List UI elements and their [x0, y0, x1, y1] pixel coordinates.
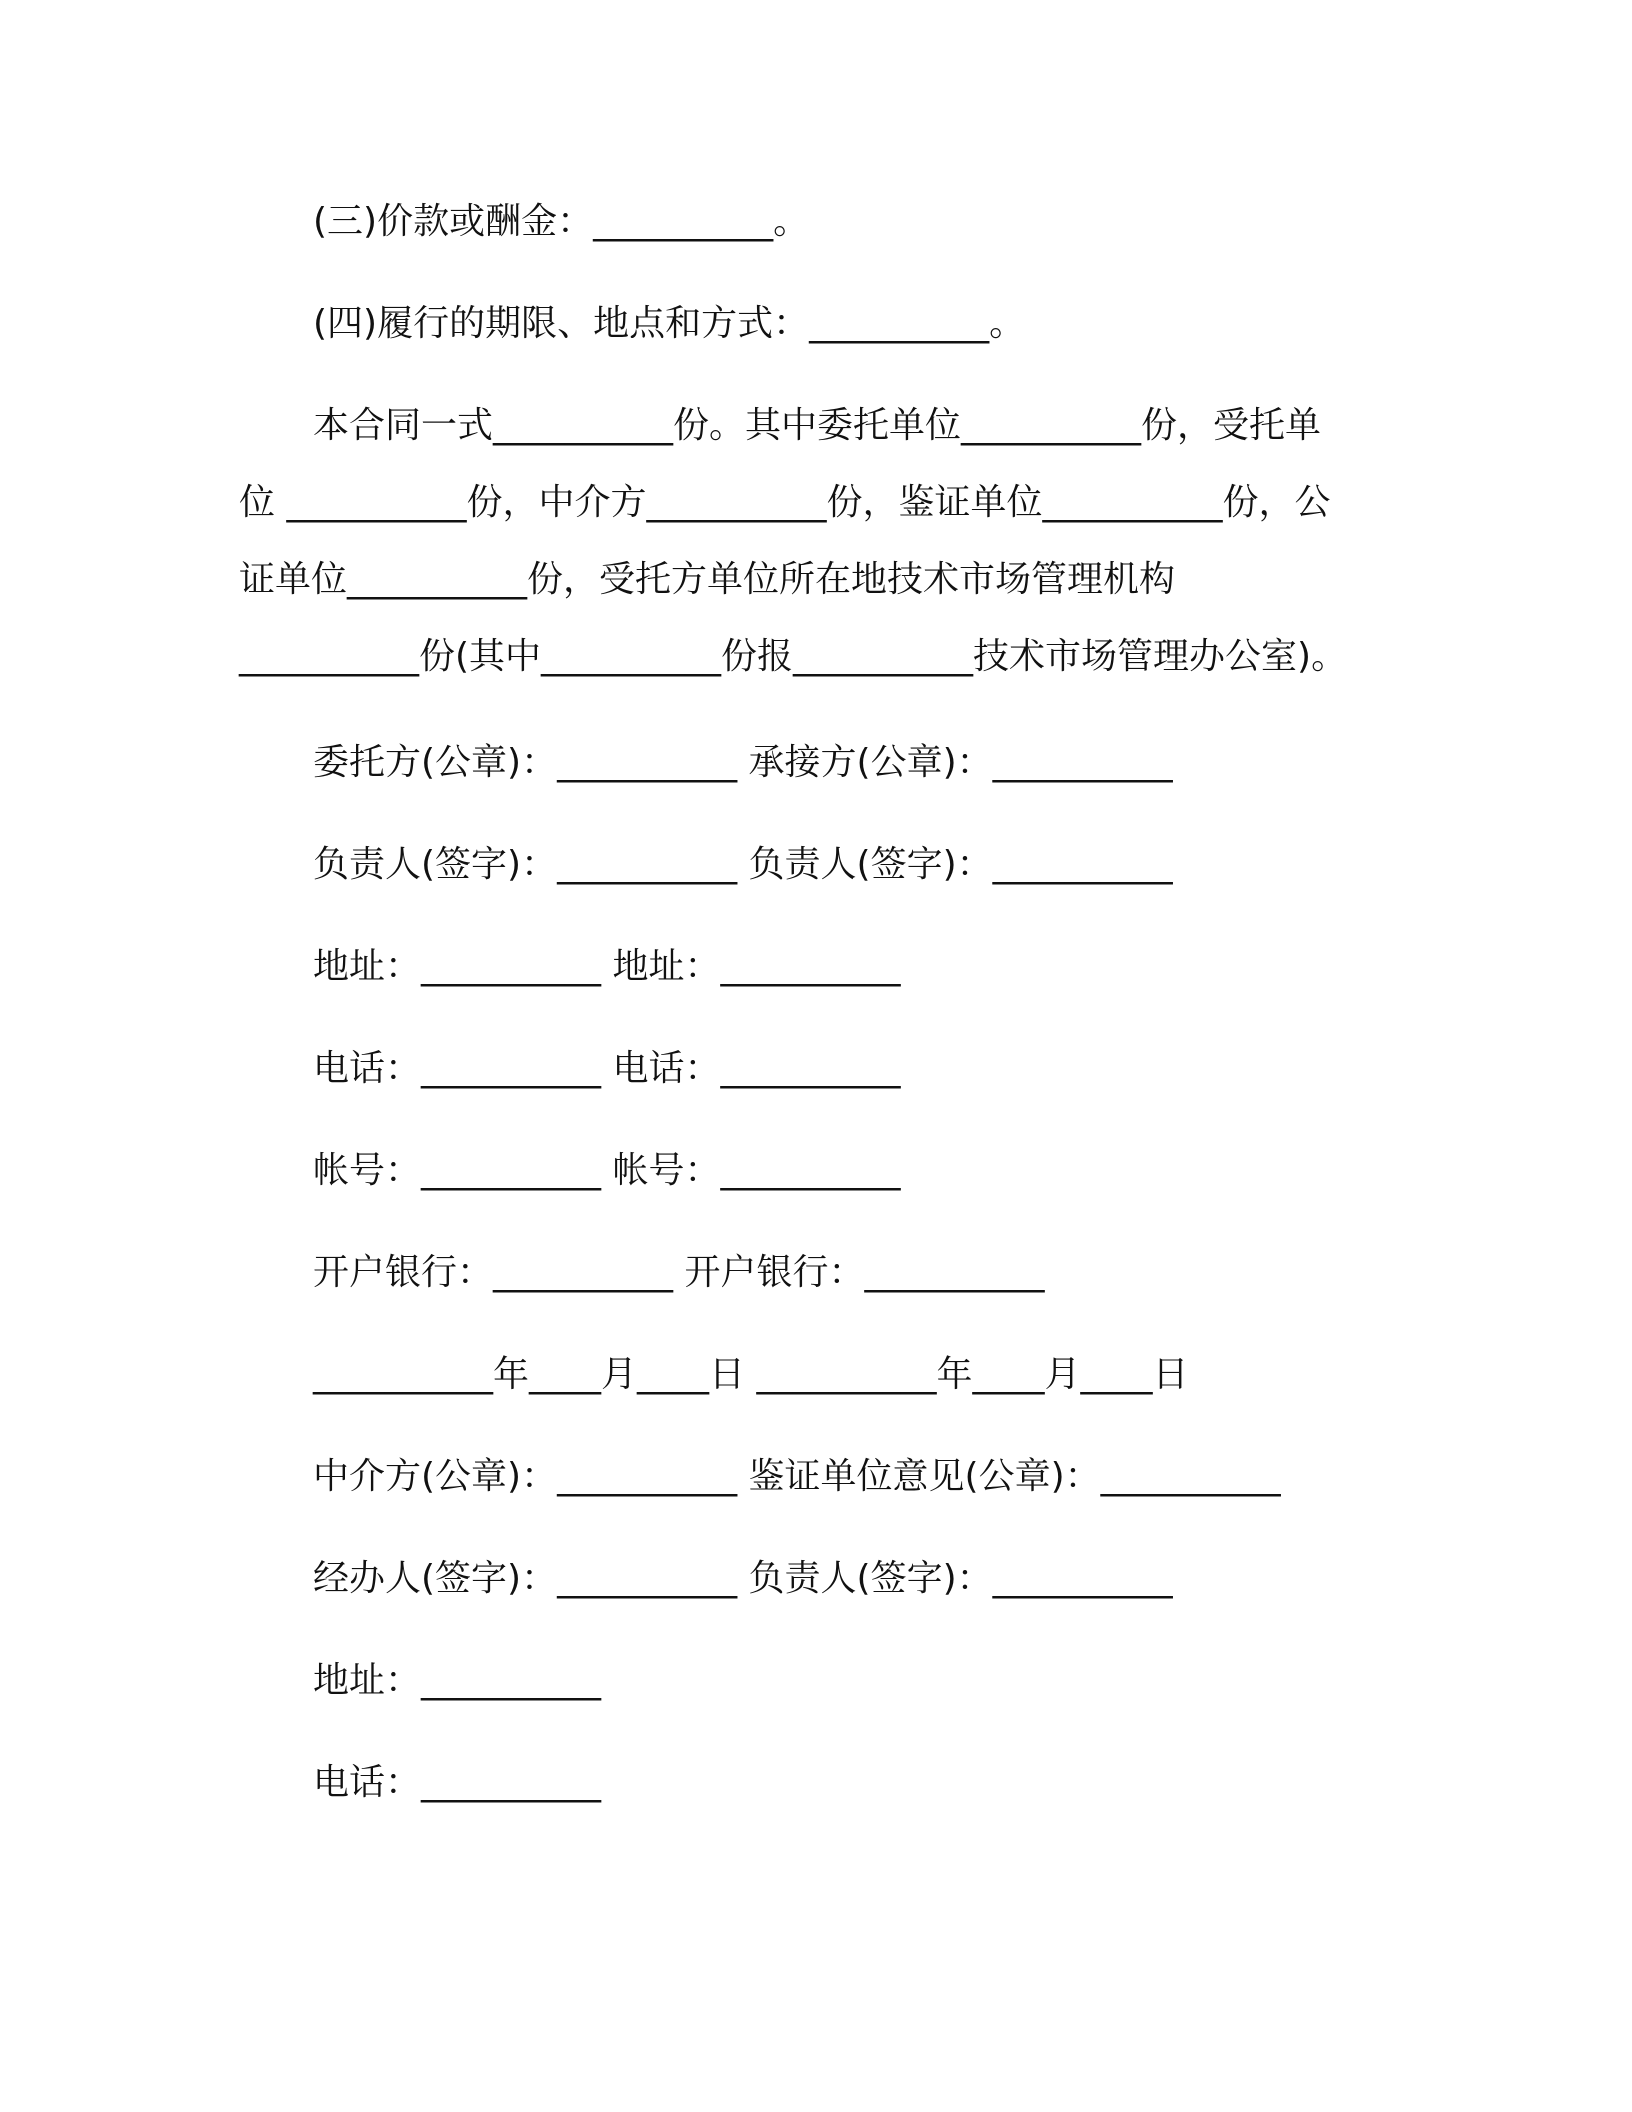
copies-paragraph-line-1: 本合同一式__________份。其中委托单位__________份，受托单 — [313, 405, 1322, 446]
signature-seal-row: 委托方(公章)：__________ 承接方(公章)：__________ — [313, 742, 1173, 783]
signature-phone-row: 电话：__________ 电话：__________ — [313, 1048, 901, 1089]
intermediary-phone-row: 电话：__________ — [313, 1762, 602, 1803]
signature-address-row: 地址：__________ 地址：__________ — [313, 946, 901, 987]
copies-paragraph-line-4: __________份(其中__________份报__________技术市场管理办公室)。 — [239, 636, 1348, 677]
clause-performance: (四)履行的期限、地点和方式：__________。 — [313, 303, 1026, 344]
copies-paragraph-line-3: 证单位__________份，受托方单位所在地技术市场管理机构 — [239, 559, 1176, 600]
intermediary-seal-row: 中介方(公章)：__________ 鉴证单位意见(公章)：__________ — [313, 1456, 1281, 1497]
clause-price: (三)价款或酬金：__________。 — [313, 201, 810, 242]
signature-bank-row: 开户银行：__________ 开户银行：__________ — [313, 1252, 1045, 1293]
signature-account-row: 帐号：__________ 帐号：__________ — [313, 1150, 901, 1191]
intermediary-handler-row: 经办人(签字)：__________ 负责人(签字)：__________ — [313, 1558, 1173, 1599]
copies-paragraph-line-2: 位 __________份，中介方__________份，鉴证单位__________份，公 — [239, 482, 1331, 523]
signature-responsible-row: 负责人(签字)：__________ 负责人(签字)：__________ — [313, 844, 1173, 885]
intermediary-address-row: 地址：__________ — [313, 1660, 602, 1701]
signature-date-row: __________年____月____日 __________年____月____日 — [313, 1354, 1189, 1395]
